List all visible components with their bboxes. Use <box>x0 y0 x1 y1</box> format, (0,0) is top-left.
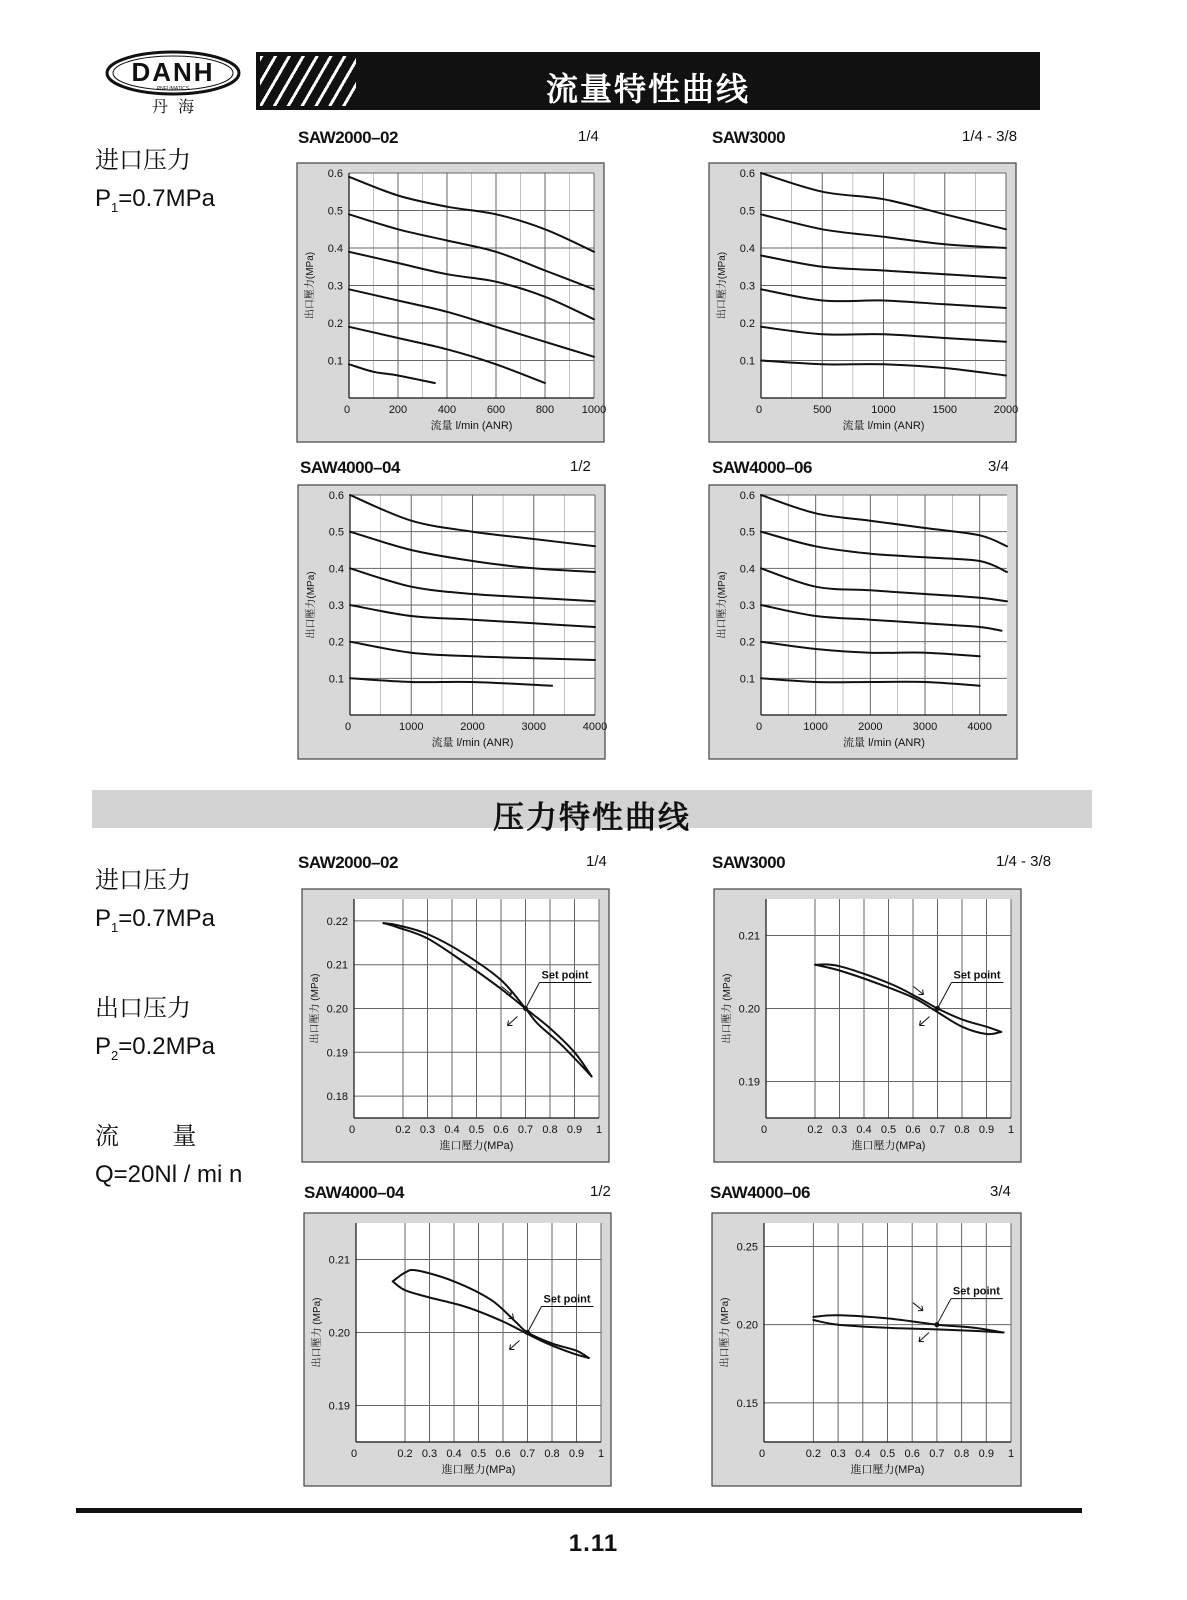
x-tick-label: 1 <box>1007 1124 1015 1136</box>
pressure-chart-2-title: SAW3000 <box>712 853 786 872</box>
y-tick-label: 0.2 <box>327 318 343 330</box>
x-tick-label: 0.9 <box>978 1124 995 1136</box>
x-tick-label: 0.2 <box>807 1124 823 1136</box>
x-tick-label: 0.9 <box>978 1448 994 1460</box>
flow-chart-3-size: 1/2 <box>570 458 591 475</box>
x-axis-label: 進口壓力(MPa) <box>850 1464 925 1476</box>
flow-chart-saw4000-06 <box>709 485 1017 759</box>
pressure-chart-3-size: 1/2 <box>590 1183 611 1200</box>
set-point-label: Set point <box>953 969 1001 982</box>
x-tick-label: 400 <box>437 404 457 416</box>
x-tick-label: 0.6 <box>905 1124 921 1136</box>
x-tick-label: 0 <box>343 404 351 416</box>
logo-sub: PNEUMATICS <box>156 86 190 92</box>
x-tick-label: 0.4 <box>444 1124 460 1136</box>
inlet-value-2: $P_1=0.7MPa$ <box>95 905 215 935</box>
y-axis-label: 出口壓力(MPa) <box>717 251 728 320</box>
flow-chart-saw3000 <box>709 163 1019 442</box>
y-tick-label: 0.6 <box>739 490 755 502</box>
flow-label <box>95 1118 242 1194</box>
pressure-chart-saw3000 <box>714 889 1021 1162</box>
x-tick-label: 0 <box>344 721 352 733</box>
x-tick-label: 0.5 <box>879 1448 896 1460</box>
outlet-title: 出口压力 <box>95 995 191 1022</box>
y-tick-label: 0.21 <box>326 959 348 972</box>
section-pressure-title: 压力特性曲线 <box>493 800 691 835</box>
y-tick-label: 0.5 <box>739 526 755 539</box>
y-tick-label: 0.19 <box>738 1076 760 1089</box>
inlet-value: $P_1=0.7MPa$ <box>95 185 215 215</box>
logo-cn: 丹 海 <box>151 97 195 116</box>
y-tick-label: 0.25 <box>736 1241 758 1254</box>
y-tick-label: 0.22 <box>326 915 348 928</box>
x-axis-label: 流量 l/min (ANR) <box>843 737 925 749</box>
x-tick-label: 2000 <box>460 721 485 733</box>
pressure-chart-3-title: SAW4000–04 <box>304 1183 404 1202</box>
x-axis-label: 進口壓力(MPa) <box>851 1140 926 1152</box>
x-tick-label: 1500 <box>932 404 957 416</box>
y-tick-label: 0.3 <box>327 280 343 293</box>
y-tick-label: 0.6 <box>327 168 343 180</box>
x-tick-label: 600 <box>486 404 506 416</box>
y-tick-label: 0.4 <box>739 563 755 576</box>
y-tick-label: 0.6 <box>328 490 344 502</box>
x-tick-label: 0.8 <box>954 1124 970 1136</box>
x-tick-label: 0.2 <box>395 1124 411 1136</box>
x-tick-label: 200 <box>388 404 408 416</box>
x-tick-label: 4000 <box>582 721 608 733</box>
x-tick-label: 1000 <box>581 404 607 416</box>
y-tick-label: 0.21 <box>738 930 760 943</box>
inlet-pressure-label-bottom <box>95 862 215 947</box>
set-point-label: Set point <box>543 1293 591 1306</box>
x-tick-label: 0.5 <box>468 1124 485 1136</box>
x-tick-label: 800 <box>535 404 555 416</box>
flow-chart-1-title: SAW2000–02 <box>298 128 398 147</box>
x-tick-label: 0.6 <box>493 1124 509 1136</box>
y-tick-label: 0.1 <box>328 673 344 686</box>
x-tick-label: 2000 <box>993 404 1019 416</box>
x-tick-label: 1000 <box>399 721 424 733</box>
y-tick-label: 0.1 <box>739 355 755 368</box>
pressure-chart-saw4000-04 <box>304 1213 611 1486</box>
x-tick-label: 3000 <box>912 721 938 733</box>
x-tick-label: 0.4 <box>446 1448 462 1460</box>
x-tick-label: 0.5 <box>470 1448 487 1460</box>
x-tick-label: 0.8 <box>544 1448 560 1460</box>
y-tick-label: 0.2 <box>739 318 755 330</box>
x-tick-label: 0 <box>350 1448 358 1460</box>
y-axis-label: 出口壓力 (MPa) <box>312 1297 323 1368</box>
y-tick-label: 0.4 <box>327 243 343 255</box>
pressure-chart-saw2000-02 <box>302 889 609 1162</box>
y-tick-label: 0.4 <box>328 563 344 576</box>
set-point-label: Set point <box>541 969 589 982</box>
y-axis-label: 出口壓力(MPa) <box>306 571 317 639</box>
header-band <box>256 52 1040 110</box>
x-tick-label: 0.3 <box>419 1124 436 1136</box>
logo-wordmark: DANH <box>131 57 215 87</box>
y-tick-label: 0.4 <box>739 243 755 255</box>
x-tick-label: 0.7 <box>929 1448 945 1460</box>
y-tick-label: 0.21 <box>328 1254 350 1267</box>
y-axis-label: 出口壓力 (MPa) <box>722 973 733 1044</box>
flow-title: 流 量 <box>95 1123 197 1150</box>
y-tick-label: 0.20 <box>328 1327 350 1340</box>
y-axis-label: 出口壓力 (MPa) <box>720 1297 731 1368</box>
flow-chart-2-size: 1/4 - 3/8 <box>962 128 1018 145</box>
x-tick-label: 0.7 <box>929 1124 946 1136</box>
pressure-chart-4-size: 3/4 <box>990 1183 1011 1200</box>
x-tick-label: 0 <box>755 721 763 733</box>
flow-value: Q=20Nl / mi n <box>95 1161 243 1188</box>
x-tick-label: 1000 <box>803 721 828 733</box>
x-tick-label: 0 <box>758 1448 766 1460</box>
flow-chart-1-size: 1/4 <box>578 128 599 145</box>
inlet-title: 进口压力 <box>95 147 191 174</box>
inlet-pressure-label-top <box>95 142 215 227</box>
y-tick-label: 0.1 <box>327 355 343 368</box>
x-tick-label: 500 <box>813 404 832 416</box>
x-tick-label: 0.4 <box>856 1124 872 1136</box>
pressure-chart-saw4000-06 <box>712 1213 1021 1486</box>
x-tick-label: 0.2 <box>805 1448 822 1460</box>
x-tick-label: 0.3 <box>421 1448 438 1460</box>
flow-chart-saw4000-04 <box>298 485 608 759</box>
flow-chart-4-title: SAW4000–06 <box>712 458 812 477</box>
x-tick-label: 0.3 <box>830 1448 846 1460</box>
pressure-chart-1-title: SAW2000–02 <box>298 853 398 872</box>
x-tick-label: 0.4 <box>855 1448 871 1460</box>
x-tick-label: 0.5 <box>880 1124 897 1136</box>
x-tick-label: 0.9 <box>568 1448 585 1460</box>
pressure-chart-4-title: SAW4000–06 <box>710 1183 810 1202</box>
y-tick-label: 0.3 <box>739 280 755 293</box>
outlet-pressure-label <box>95 990 215 1075</box>
inlet-title-2: 进口压力 <box>95 867 191 894</box>
y-tick-label: 0.20 <box>326 1003 348 1016</box>
flow-chart-4-size: 3/4 <box>988 458 1009 475</box>
x-axis-label: 流量 l/min (ANR) <box>430 420 513 432</box>
x-tick-label: 0.7 <box>519 1448 536 1460</box>
page-number: 1.11 <box>568 1530 619 1557</box>
x-tick-label: 1 <box>1007 1448 1015 1460</box>
page-title: 流量特性曲线 <box>545 71 750 107</box>
x-tick-label: 0.3 <box>831 1124 848 1136</box>
set-point-label: Set point <box>952 1285 1000 1298</box>
y-tick-label: 0.2 <box>739 636 755 649</box>
y-tick-label: 0.20 <box>736 1319 758 1332</box>
danh-logo <box>104 50 242 122</box>
x-tick-label: 0 <box>755 404 763 416</box>
x-axis-label: 流量 l/min (ANR) <box>431 737 514 749</box>
y-tick-label: 0.5 <box>327 205 343 218</box>
x-tick-label: 0.8 <box>953 1448 970 1460</box>
x-tick-label: 0.9 <box>566 1124 583 1136</box>
section-pressure-band <box>92 790 1092 835</box>
y-tick-label: 0.19 <box>326 1047 348 1060</box>
y-tick-label: 0.18 <box>326 1091 348 1104</box>
x-tick-label: 0.2 <box>397 1448 413 1460</box>
y-tick-label: 0.1 <box>739 673 755 686</box>
flow-chart-saw2000-02 <box>297 163 607 442</box>
flow-chart-2-title: SAW3000 <box>712 128 786 147</box>
x-tick-label: 0.6 <box>495 1448 511 1460</box>
x-tick-label: 3000 <box>521 721 546 733</box>
x-tick-label: 0.6 <box>904 1448 920 1460</box>
y-axis-label: 出口壓力(MPa) <box>305 251 316 320</box>
y-tick-label: 0.3 <box>739 600 755 612</box>
outlet-value: $P_2=0.2MPa$ <box>95 1033 215 1063</box>
x-tick-label: 0 <box>760 1124 768 1136</box>
y-tick-label: 0.19 <box>328 1400 350 1413</box>
y-axis-label: 出口壓力 (MPa) <box>310 973 321 1044</box>
y-tick-label: 0.5 <box>328 526 344 539</box>
footer-rule <box>76 1508 1082 1513</box>
y-axis-label: 出口壓力(MPa) <box>717 571 728 639</box>
y-tick-label: 0.2 <box>328 636 344 649</box>
x-tick-label: 0.7 <box>517 1124 534 1136</box>
x-tick-label: 1000 <box>871 404 896 416</box>
y-tick-label: 0.3 <box>328 600 344 612</box>
y-tick-label: 0.5 <box>739 205 755 218</box>
x-tick-label: 1 <box>597 1448 605 1460</box>
pressure-chart-1-size: 1/4 <box>586 853 607 870</box>
y-tick-label: 0.20 <box>738 1003 760 1016</box>
x-tick-label: 0.8 <box>542 1124 558 1136</box>
y-tick-label: 0.15 <box>736 1397 758 1410</box>
pressure-chart-2-size: 1/4 - 3/8 <box>996 853 1052 870</box>
x-tick-label: 0 <box>348 1124 356 1136</box>
flow-chart-3-title: SAW4000–04 <box>300 458 400 477</box>
x-tick-label: 2000 <box>858 721 883 733</box>
x-tick-label: 1 <box>595 1124 603 1136</box>
x-axis-label: 流量 l/min (ANR) <box>842 420 925 432</box>
y-tick-label: 0.6 <box>739 168 755 180</box>
x-tick-label: 4000 <box>967 721 992 733</box>
x-axis-label: 進口壓力(MPa) <box>439 1140 514 1152</box>
x-axis-label: 進口壓力(MPa) <box>441 1464 516 1476</box>
